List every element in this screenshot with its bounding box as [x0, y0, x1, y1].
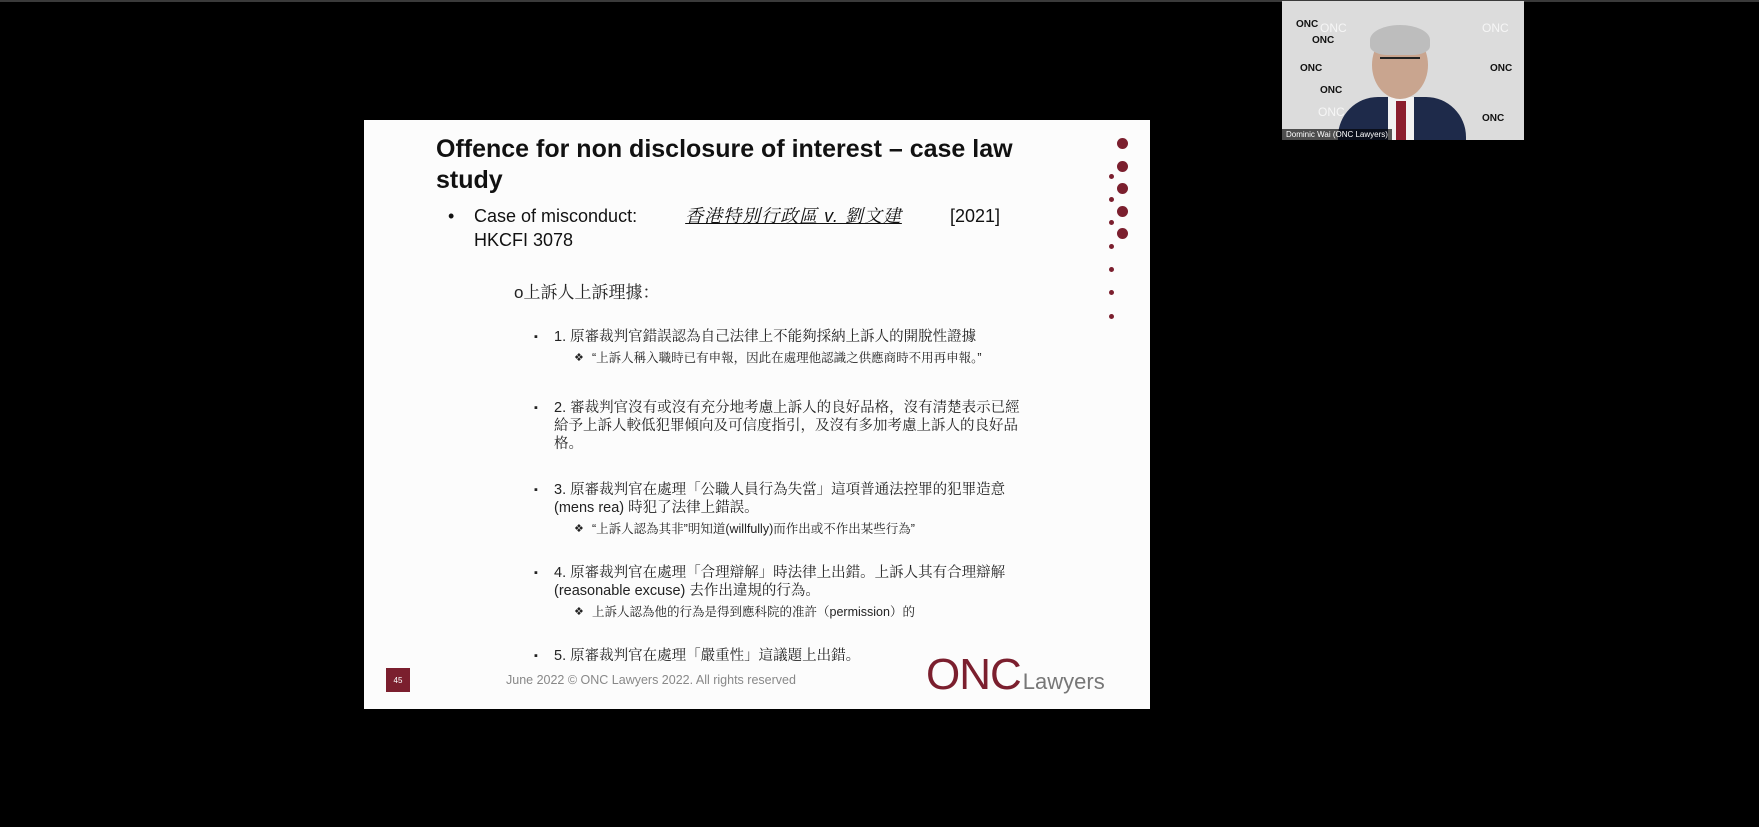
watermark: ONC [1318, 105, 1345, 119]
diamond-bullet-icon: ❖ [574, 606, 584, 618]
watermark: ONC [1312, 35, 1335, 46]
onc-lawyers-logo [926, 650, 1105, 700]
list-item [534, 399, 1034, 453]
square-bullet-icon: ▪ [534, 402, 538, 414]
watermark: ONC [1296, 19, 1319, 30]
diamond-bullet-icon: ❖ [574, 523, 584, 535]
participant-name-label: Dominic Wai (ONC Lawyers) [1282, 129, 1392, 140]
presenter-tie [1396, 101, 1406, 140]
slide-footer: June 2022 © ONC Lawyers 2022. All rights reserved [506, 673, 796, 687]
case-citation: HKCFI 3078 [474, 230, 574, 250]
diamond-bullet-icon: ❖ [574, 352, 584, 364]
sub-heading: o上訴人上訴理據： [514, 283, 660, 302]
list-item-sub [554, 520, 1034, 538]
slide-title: Offence for non disclosure of interest – case law study [436, 135, 1013, 194]
logo-sub: Lawyers [1022, 669, 1105, 694]
list-item-sub-text: “上訴人認為其非”明知道(willfully)而作出或不作出某些行為” [592, 522, 915, 536]
list-item-text: 5. 原審裁判官在處理「嚴重性」這議題上出錯。 [554, 648, 861, 664]
square-bullet-icon: ▪ [534, 484, 538, 496]
watermark: ONC [1320, 85, 1343, 96]
page-number: 45 [386, 668, 410, 692]
case-prefix: Case of misconduct: [474, 206, 638, 226]
list-item [534, 481, 1034, 538]
case-name: 香港特別行政區 v. 劉文建 [685, 206, 902, 226]
list-item [534, 328, 1034, 367]
list-item-sub-text: “上訴人稱入職時已有申報，因此在處理他認識之供應商時不用再申報。” [592, 351, 982, 365]
watermark: ONC [1482, 113, 1505, 124]
list-item-text: 3. 原審裁判官在處理「公職人員行為失當」這項普通法控罪的犯罪造意 (mens rea) 時犯了法律上錯誤。 [554, 482, 1006, 516]
watermark: ONC [1320, 21, 1347, 35]
list-item-text: 1. 原審裁判官錯誤認為自己法律上不能夠採納上訴人的開脫性證據 [554, 329, 977, 345]
bullet-dot: • [448, 206, 455, 226]
list-item-text: 4. 原審裁判官在處理「合理辯解」時法律上出錯。上訴人其有合理辯解(reasonable excuse) 去作出違規的行為。 [554, 565, 1006, 599]
square-bullet-icon: ▪ [534, 331, 538, 343]
case-line [474, 204, 1000, 228]
list-item-text: 2. 審裁判官沒有或沒有充分地考慮上訴人的良好品格，沒有清楚表示已經給予上訴人較低犯罪傾向及可信度指引，及沒有多加考慮上訴人的良好品格。 [554, 400, 1020, 452]
case-year: [2021] [949, 206, 1000, 226]
watermark: ONC [1490, 63, 1513, 74]
case-bullet [448, 204, 1034, 252]
shared-slide [364, 120, 1150, 709]
watermark: ONC [1482, 21, 1509, 35]
list-item-sub [554, 603, 1034, 621]
presenter-hair [1370, 25, 1430, 55]
list-item-sub-text: 上訴人認為他的行為是得到應科院的准許（permission）的 [592, 605, 915, 619]
watermark: ONC [1300, 63, 1323, 74]
presenter-glasses [1380, 57, 1420, 69]
square-bullet-icon: ▪ [534, 567, 538, 579]
list-item-sub [554, 349, 1034, 367]
square-bullet-icon: ▪ [534, 650, 538, 662]
logo-main: ONC [926, 650, 1021, 699]
participant-video-tile[interactable] [1282, 1, 1524, 140]
list-item [534, 564, 1034, 621]
